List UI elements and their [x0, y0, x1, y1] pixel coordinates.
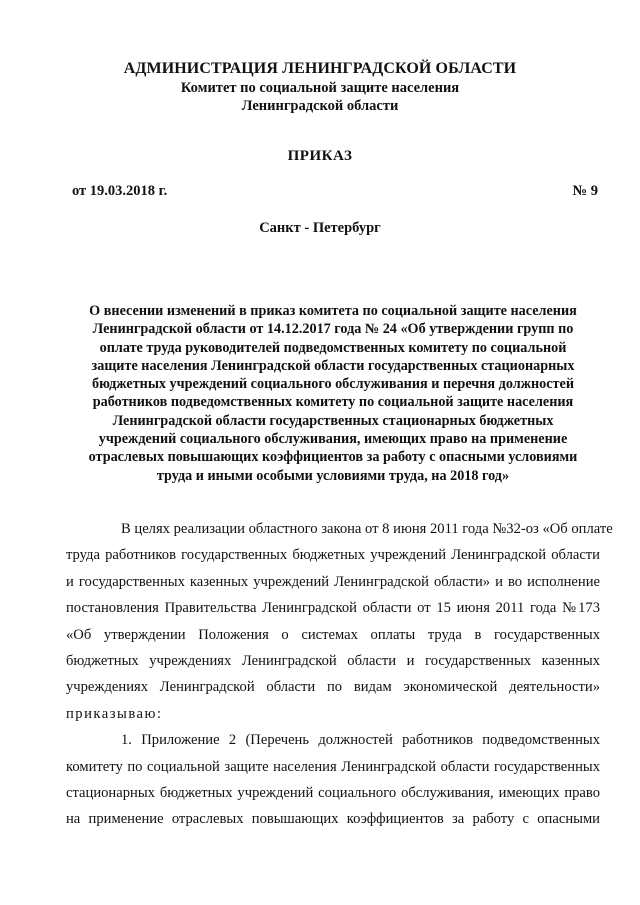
body-line: 1. Приложение 2 (Перечень должностей работников подведомственных	[121, 732, 600, 749]
committee-name: Комитет по социальной защите населения	[180, 80, 460, 96]
body-line: стационарных бюджетных учреждений социального обслуживания, имеющих право	[66, 784, 600, 801]
body-line: «Об утверждении Положения о системах оплаты труда в государственных	[66, 626, 600, 643]
title-line: труда и иными особыми условиями труда, на 2018 год»	[156, 467, 510, 484]
body-line: труда работников государственных бюджетных учреждений Ленинградской области	[66, 547, 600, 564]
title-line: бюджетных учреждений социального обслуживания и перечня должностей	[92, 376, 574, 393]
title-line: учреждений социального обслуживания, имеющих право на применение	[98, 431, 568, 448]
title-line: работников подведомственных комитету по социальной защите населения	[92, 394, 574, 411]
document-type: ПРИКАЗ	[287, 148, 353, 164]
body-line: на применение отраслевых повышающих коэффициентов за работу с опасными	[66, 811, 600, 828]
title-line: О внесении изменений в приказ комитета по социальной защите населения	[89, 303, 577, 319]
body-line: учреждениях Ленинградской области по видам экономической деятельности»	[66, 679, 600, 696]
body-line: и государственных казенных учреждений Ленинградской области» и во исполнение	[66, 573, 600, 590]
title-line: отраслевых повышающих коэффициентов за работу с опасными условиями	[88, 449, 578, 466]
order-number: № 9	[572, 183, 598, 199]
region-name: Ленинградской области	[241, 98, 399, 114]
body-line: В целях реализации областного закона от 8 июня 2011 года №32-оз «Об оплате	[121, 521, 613, 537]
body-line: комитету по социальной защите населения Ленинградской области государственных	[66, 758, 600, 775]
title-line: защите населения Ленинградской области государственных стационарных	[91, 357, 575, 374]
order-body	[66, 516, 613, 833]
body-line: приказываю:	[66, 705, 163, 722]
title-line: Ленинградской области от 14.12.2017 года № 24 «Об утверждении групп по	[92, 321, 574, 338]
order-date: от 19.03.2018 г.	[72, 183, 168, 199]
title-line: Ленинградской области государственных стационарных бюджетных	[112, 412, 554, 429]
organization-name: АДМИНИСТРАЦИЯ ЛЕНИНГРАДСКОЙ ОБЛАСТИ	[123, 60, 517, 77]
order-title	[68, 302, 598, 485]
title-line: оплате труда руководителей подведомственных комитету по социальной	[99, 339, 567, 356]
body-line: постановления Правительства Ленинградской области от 15 июня 2011 года №173	[66, 600, 600, 617]
body-line: бюджетных учреждениях Ленинградской области и государственных казенных	[66, 652, 600, 669]
city-name: Санкт - Петербург	[259, 220, 381, 236]
